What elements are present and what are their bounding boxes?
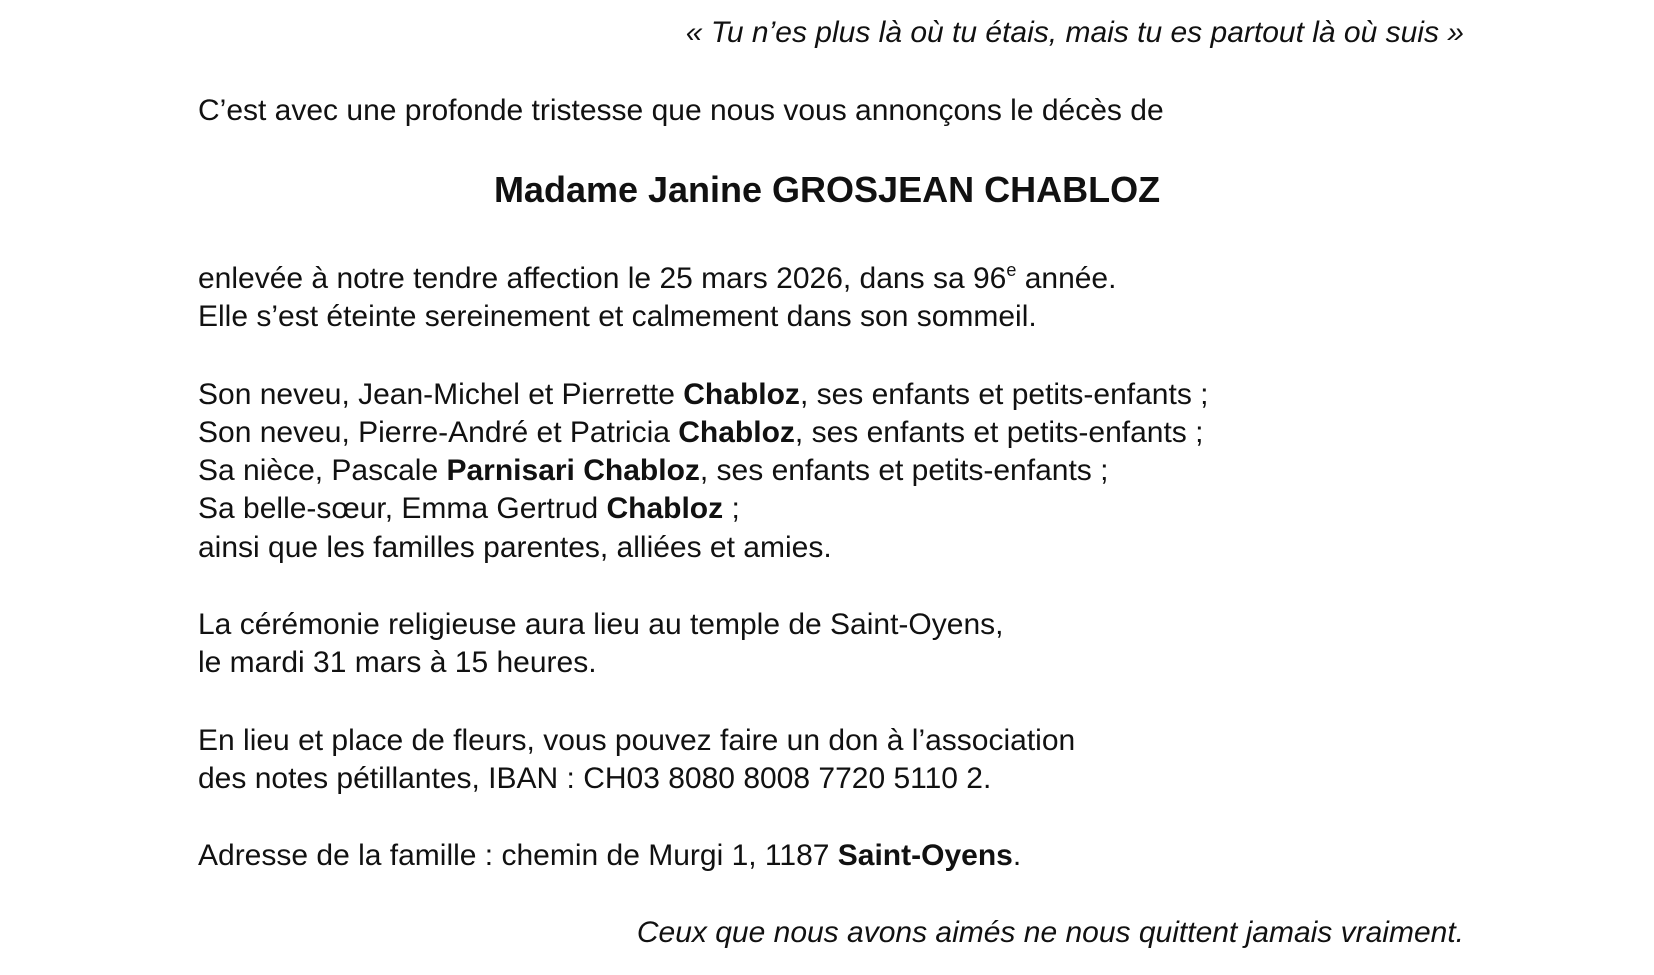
family-address [198,839,1021,873]
family-surname: Chabloz [606,492,724,525]
family-member-suffix: , ses enfants et petits-enfants ; [699,454,1109,487]
death-date-line [198,262,1116,296]
family-member-line [198,492,740,526]
family-member-text: Sa belle-sœur, Emma Gertrud [198,492,607,525]
family-surname: Parnisari Chabloz [446,454,700,487]
family-member-line [198,378,1209,412]
address-town: Saint-Oyens [837,839,1013,872]
family-member-text: Son neveu, Pierre-André et Patricia [198,416,679,449]
closing-quote: Ceux que nous avons aimés ne nous quittent jamais vraiment. [636,916,1464,949]
family-member-line [198,454,1108,488]
family-member-line [198,416,1203,450]
death-year-word: année. [1016,262,1117,295]
family-member-suffix: ; [723,492,740,525]
donation-text: En lieu et place de fleurs, vous pouvez faire un don à l’association [198,724,1076,757]
donation-iban: des notes pétillantes, IBAN : CH03 8080 8008 7720 5110 2. [198,762,992,795]
ceremony-location: La cérémonie religieuse aura lieu au temple de Saint-Oyens, [198,608,1004,641]
deceased-name: Madame Janine GROSJEAN CHABLOZ [493,169,1161,210]
family-member-suffix: , ses enfants et petits-enfants ; [799,378,1209,411]
epigraph-quote: « Tu n’es plus là où tu étais, mais tu es partout là où suis » [685,16,1464,49]
address-period: . [1012,839,1022,872]
death-date-text: enlevée à notre tendre affection le 25 mars 2026, dans sa 96 [198,262,1007,295]
family-member-text: Son neveu, Jean-Michel et Pierrette [198,378,684,411]
family-surname: Chabloz [683,378,800,411]
ordinal-suffix: e [1006,260,1017,280]
family-surname: Chabloz [678,416,795,449]
address-text: Adresse de la famille : chemin de Murgi 1, 1187 [198,839,838,872]
ceremony-time: le mardi 31 mars à 15 heures. [198,646,597,679]
family-member-text: Sa nièce, Pascale [198,454,447,487]
family-closing: ainsi que les familles parentes, alliées et amies. [198,531,832,564]
death-description: Elle s’est éteinte sereinement et calmement dans son sommeil. [198,300,1037,333]
family-member-suffix: , ses enfants et petits-enfants ; [794,416,1204,449]
intro-text: C’est avec une profonde tristesse que nous vous annonçons le décès de [198,94,1164,127]
